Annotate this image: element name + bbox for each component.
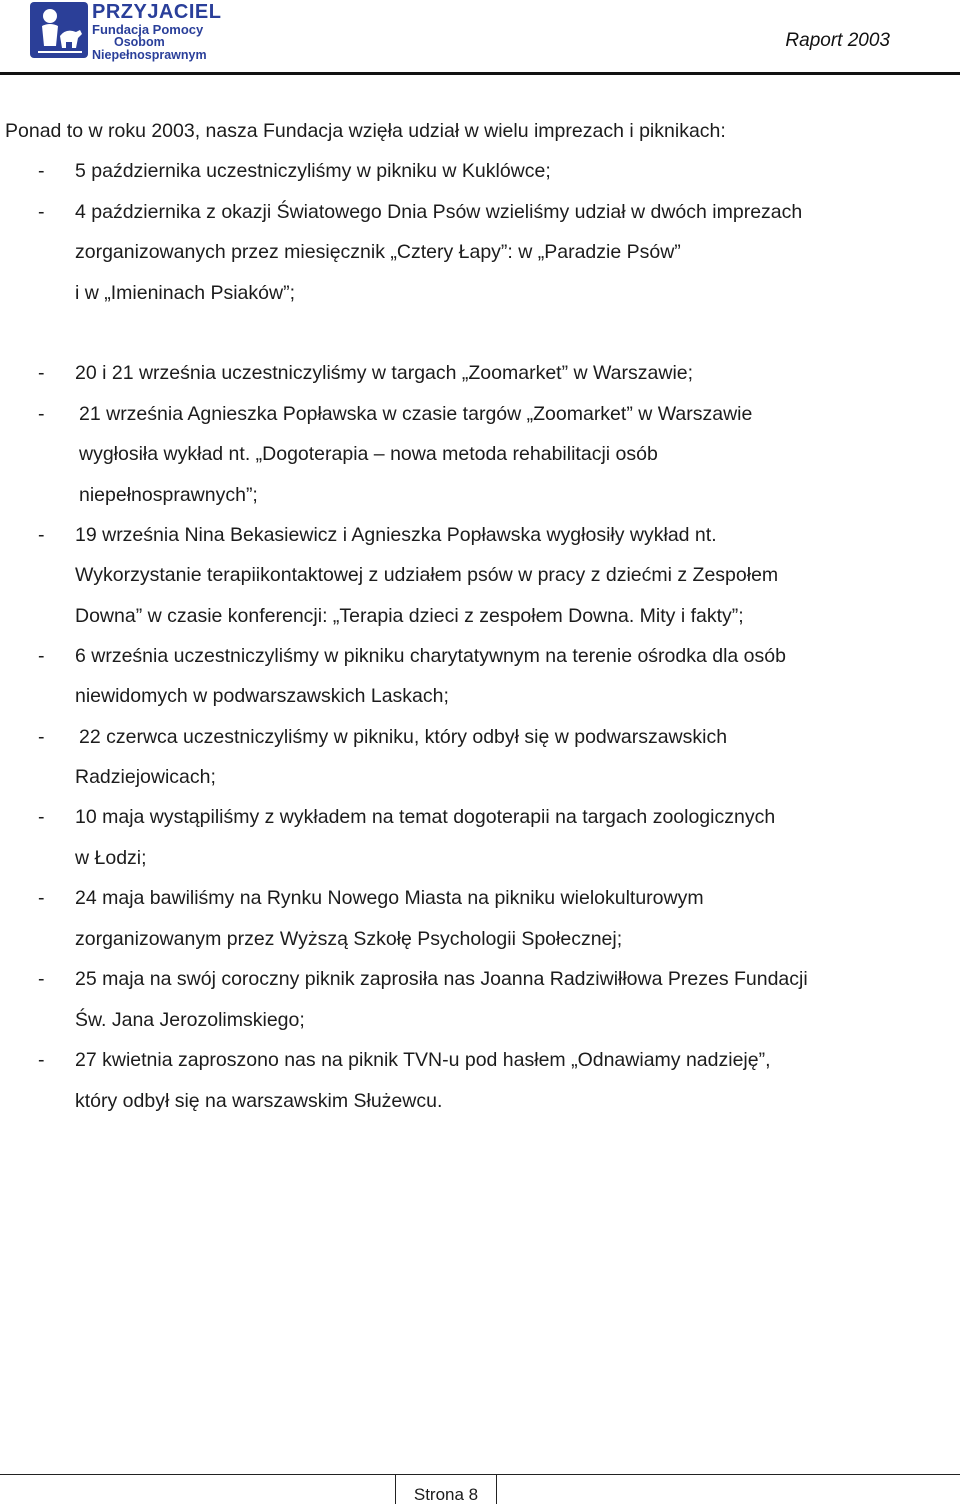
page-number: Strona 8 bbox=[413, 1485, 479, 1504]
list-item-line: Św. Jana Jerozolimskiego; bbox=[75, 1009, 305, 1031]
list-bullet: - bbox=[38, 726, 45, 748]
list-item-line: 6 września uczestniczyliśmy w pikniku charytatywnym na terenie ośrodka dla osób bbox=[75, 645, 786, 667]
list-bullet: - bbox=[38, 1049, 45, 1071]
list-item-line: 25 maja na swój coroczny piknik zaprosiła nas Joanna Radziwiłłowa Prezes Fundacji bbox=[75, 968, 808, 990]
page-number-box bbox=[395, 1474, 497, 1504]
list-item-line: wygłosiła wykład nt. „Dogoterapia – nowa metoda rehabilitacji osób bbox=[79, 443, 658, 465]
list-item-line: 21 września Agnieszka Popławska w czasie targów „Zoomarket” w Warszawie bbox=[79, 403, 753, 425]
list-item-line: w Łodzi; bbox=[75, 847, 147, 869]
report-title: Raport 2003 bbox=[785, 30, 890, 51]
list-item-line: który odbył się na warszawskim Służewcu. bbox=[75, 1090, 443, 1112]
list-item-line: 19 września Nina Bekasiewicz i Agnieszka Popławska wygłosiły wykład nt. bbox=[75, 524, 717, 546]
list-bullet: - bbox=[38, 362, 45, 384]
page-header bbox=[0, 0, 960, 72]
list-bullet: - bbox=[38, 201, 45, 223]
list-item-line: niewidomych w podwarszawskich Laskach; bbox=[75, 685, 449, 707]
list-item-line: zorganizowanych przez miesięcznik „Cztery Łapy”: w „Paradzie Psów” bbox=[75, 241, 681, 263]
list-bullet: - bbox=[38, 403, 45, 425]
list-item-line: 10 maja wystąpiliśmy z wykładem na temat dogoterapii na targach zoologicznych bbox=[75, 806, 776, 828]
list-item-line: Wykorzystanie terapiikontaktowej z udziałem psów w pracy z dziećmi z Zespołem bbox=[75, 564, 779, 586]
list-item-line: Radziejowicach; bbox=[75, 766, 216, 788]
list-bullet: - bbox=[38, 968, 45, 990]
list-item-line: Downa” w czasie konferencji: „Terapia dzieci z zespołem Downa. Mity i fakty”; bbox=[75, 605, 744, 627]
list-item-line: zorganizowanym przez Wyższą Szkołę Psychologii Społecznej; bbox=[75, 928, 623, 950]
list-bullet: - bbox=[38, 160, 45, 182]
list-item-line: 22 czerwca uczestniczyliśmy w pikniku, który odbył się w podwarszawskich bbox=[79, 726, 728, 748]
logo-title: PRZYJACIEL bbox=[92, 1, 222, 23]
list-item-line: 20 i 21 września uczestniczyliśmy w targach „Zoomarket” w Warszawie; bbox=[75, 362, 694, 384]
logo-subtitle-1: Fundacja Pomocy bbox=[92, 22, 204, 37]
header-divider bbox=[0, 72, 960, 75]
list-bullet: - bbox=[38, 887, 45, 909]
list-bullet: - bbox=[38, 645, 45, 667]
list-item-line: i w „Imieninach Psiaków”; bbox=[75, 282, 295, 304]
logo-subtitle-3: Niepełnosprawnym bbox=[92, 47, 207, 62]
list-item-line: 4 października z okazji Światowego Dnia Psów wzieliśmy udział w dwóch imprezach bbox=[75, 201, 803, 223]
list-bullet: - bbox=[38, 524, 45, 546]
foundation-logo bbox=[30, 1, 222, 62]
list-item-line: niepełnosprawnych”; bbox=[79, 484, 258, 506]
list-item-line: 5 października uczestniczyliśmy w pikniku w Kuklówce; bbox=[75, 160, 551, 182]
list-item-line: 24 maja bawiliśmy na Rynku Nowego Miasta na pikniku wielokulturowym bbox=[75, 887, 704, 909]
logo-emblem-icon bbox=[30, 2, 90, 60]
logo-subtitle-2: Osobom bbox=[114, 35, 165, 49]
list-bullet: - bbox=[38, 806, 45, 828]
intro-paragraph: Ponad to w roku 2003, nasza Fundacja wzięła udział w wielu imprezach i piknikach: bbox=[5, 120, 726, 142]
list-item-line: 27 kwietnia zaproszono nas na piknik TVN-u pod hasłem „Odnawiamy nadzieję”, bbox=[75, 1049, 771, 1071]
